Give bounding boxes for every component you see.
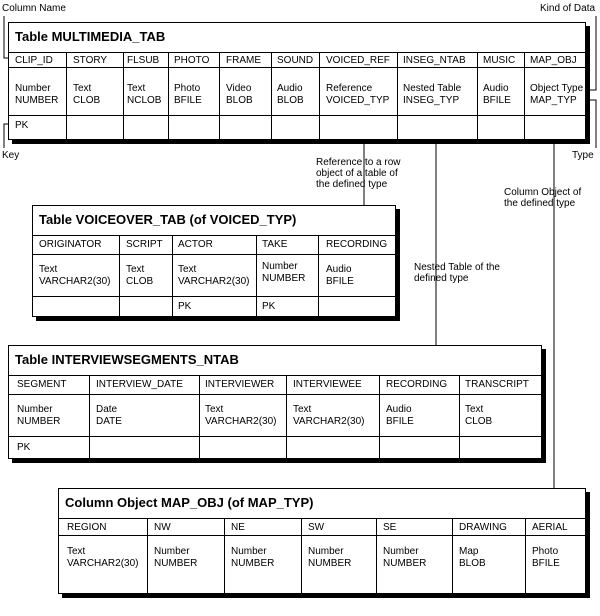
column-type-interviewee: Text VARCHAR2(30) — [293, 404, 365, 427]
reference-note: Reference to a row object of a table of the defined type — [316, 157, 401, 190]
column-type-sw: Number NUMBER — [308, 546, 352, 569]
column-header-voiced-ref: VOICED_REF — [326, 55, 390, 66]
column-header-frame: FRAME — [226, 55, 261, 66]
column-header-take: TAKE — [262, 239, 288, 250]
column-header-flsub: FLSUB — [127, 55, 160, 66]
column-type-actor: Text VARCHAR2(30) — [178, 264, 250, 287]
column-type-sound: Audio BLOB — [277, 83, 304, 106]
column-key-segment: PK — [17, 442, 31, 453]
key-label: Key — [2, 150, 20, 161]
column-header-script: SCRIPT — [126, 239, 163, 250]
column-header-transcript: TRANSCRIPT — [465, 379, 529, 390]
column-name-label: Column Name — [2, 3, 66, 14]
column-header-recording: RECORDING — [326, 239, 388, 250]
column-header-music: MUSIC — [483, 55, 516, 66]
column-type-drawing: Map BLOB — [459, 546, 486, 569]
column-header-aerial: AERIAL — [532, 522, 568, 533]
multimedia-tab-box — [8, 22, 586, 140]
column-type-frame: Video BLOB — [226, 83, 253, 106]
column-key-actor: PK — [178, 301, 192, 312]
column-type-recording: Audio BFILE — [326, 264, 354, 287]
column-header-interviewee: INTERVIEWEE — [293, 379, 362, 390]
voiceover-tab-box — [32, 205, 396, 317]
column-header-interview-date: INTERVIEW_DATE — [96, 379, 183, 390]
column-type-aerial: Photo BFILE — [532, 546, 560, 569]
column-type-map-obj: Object Type MAP_TYP — [530, 83, 584, 106]
column-type-region: Text VARCHAR2(30) — [67, 546, 139, 569]
column-header-sound: SOUND — [277, 55, 314, 66]
column-type-story: Text CLOB — [73, 83, 101, 106]
column-type-clip-id: Number NUMBER — [15, 83, 59, 106]
kind-of-data-label: Kind of Data — [540, 3, 596, 14]
type-label: Type — [572, 150, 594, 161]
column-object-note: Column Object of the defined type — [504, 187, 582, 209]
column-type-music: Audio BFILE — [483, 83, 511, 106]
map-obj-title: Column Object MAP_OBJ (of MAP_TYP) — [65, 495, 314, 510]
column-header-actor: ACTOR — [178, 239, 213, 250]
column-type-interview-date: Date DATE — [96, 404, 122, 427]
column-type-transcript: Text CLOB — [465, 404, 493, 427]
column-header-clip-id: CLIP_ID — [15, 55, 53, 66]
column-type-originator: Text VARCHAR2(30) — [39, 264, 111, 287]
column-header-segment: SEGMENT — [17, 379, 67, 390]
column-type-flsub: Text NCLOB — [127, 83, 162, 106]
column-type-se: Number NUMBER — [383, 546, 427, 569]
column-type-photo: Photo BFILE — [174, 83, 202, 106]
column-type-voiced-ref: Reference VOICED_TYP — [326, 83, 390, 106]
nested-table-note: Nested Table of the defined type — [414, 262, 500, 284]
column-header-interviewer: INTERVIEWER — [205, 379, 275, 390]
column-type-recording: Audio BFILE — [386, 404, 414, 427]
multimedia-tab-title: Table MULTIMEDIA_TAB — [15, 29, 166, 44]
column-header-inseg-ntab: INSEG_NTAB — [403, 55, 466, 66]
column-header-region: REGION — [67, 522, 107, 533]
column-header-photo: PHOTO — [174, 55, 210, 66]
column-header-ne: NE — [231, 522, 245, 533]
column-type-interviewer: Text VARCHAR2(30) — [205, 404, 277, 427]
column-header-map-obj: MAP_OBJ — [530, 55, 577, 66]
column-header-se: SE — [383, 522, 397, 533]
column-type-nw: Number NUMBER — [154, 546, 198, 569]
column-key-take: PK — [262, 301, 276, 312]
column-header-originator: ORIGINATOR — [39, 239, 102, 250]
voiceover-tab-title: Table VOICEOVER_TAB (of VOICED_TYP) — [39, 212, 297, 227]
column-header-recording: RECORDING — [386, 379, 448, 390]
column-header-nw: NW — [154, 522, 171, 533]
column-header-drawing: DRAWING — [459, 522, 507, 533]
column-type-take: Number NUMBER — [262, 261, 306, 284]
column-type-script: Text CLOB — [126, 264, 154, 287]
column-key-clip-id: PK — [15, 120, 29, 131]
interviewsegments-ntab-box — [8, 345, 542, 459]
column-header-sw: SW — [308, 522, 325, 533]
column-type-segment: Number NUMBER — [17, 404, 61, 427]
map-obj-column-object-box — [58, 488, 586, 594]
interviewsegments-ntab-title: Table INTERVIEWSEGMENTS_NTAB — [15, 352, 239, 367]
column-type-ne: Number NUMBER — [231, 546, 275, 569]
column-type-inseg-ntab: Nested Table INSEG_TYP — [403, 83, 462, 106]
column-header-story: STORY — [73, 55, 108, 66]
